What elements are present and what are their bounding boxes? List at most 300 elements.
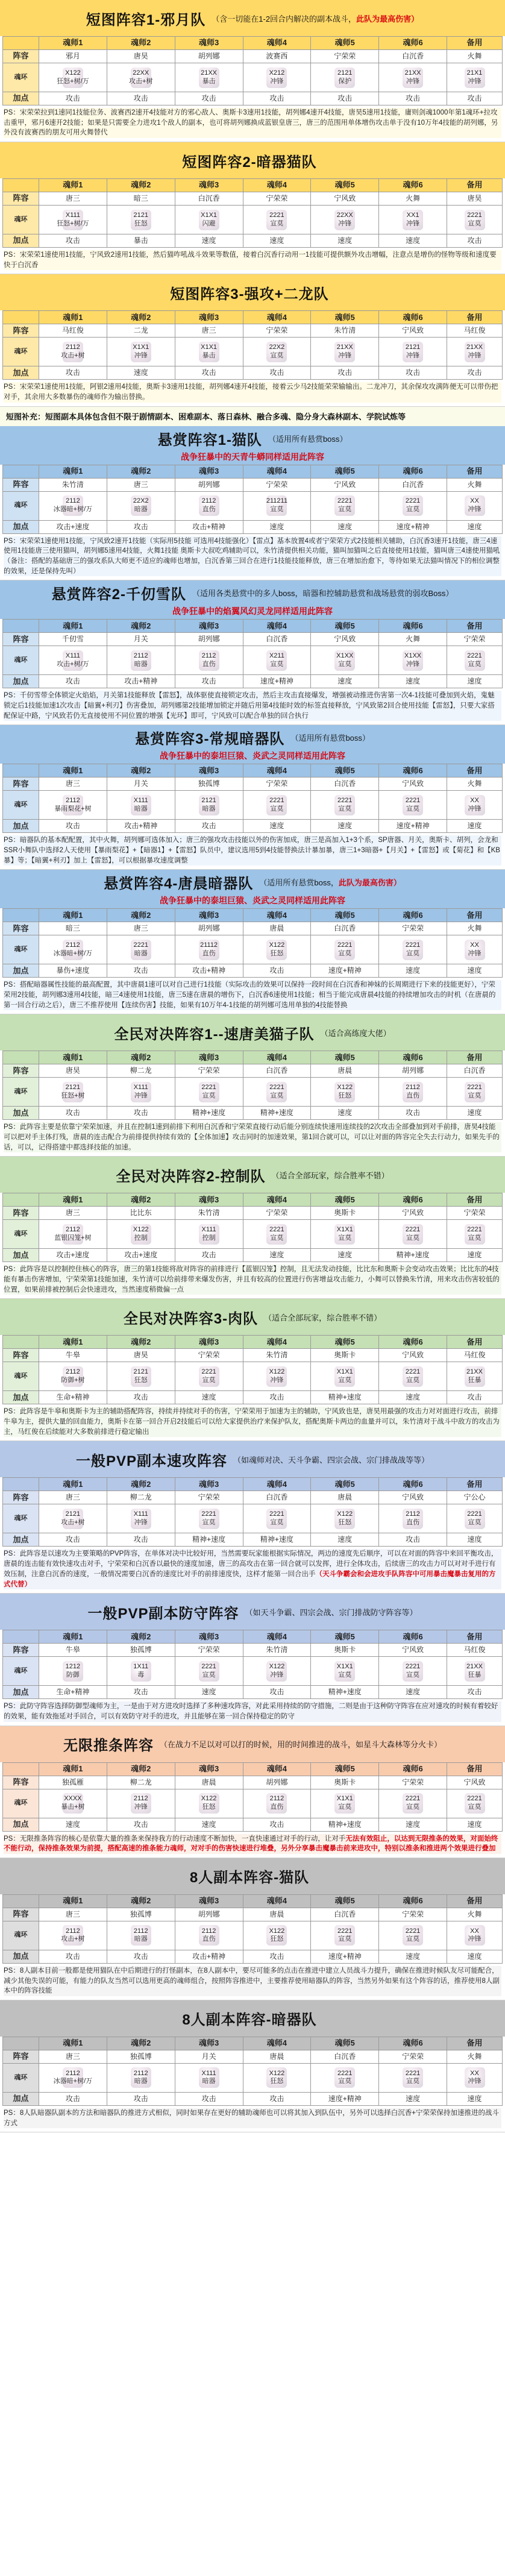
column-header: 魂师4 (243, 909, 312, 922)
table-cell (175, 778, 243, 791)
table-cell (447, 1249, 503, 1262)
cell-value: 速度 (201, 1820, 216, 1829)
cell-value: X122 冲锋 (269, 1368, 285, 1384)
section-title-line (104, 872, 401, 893)
cell-value: 生命+精神 (56, 1688, 90, 1697)
table-cell (447, 1686, 503, 1699)
cell-value: 22XX 攻击+树 (129, 69, 153, 85)
cell-value: 火舞 (467, 1909, 482, 1918)
note-strip: 短图补充：短图副本具体包含但不限于剧情副本、困难副本、落日森林、融合多魂、隐分身大森林副本、学院试炼等 (0, 407, 505, 426)
cell-value: 宁荣荣 (266, 194, 288, 203)
column-header: 魂师2 (107, 1763, 175, 1776)
table-cell (379, 521, 447, 534)
cell-value: 2221 宣莫 (467, 1795, 482, 1811)
row-label: 魂环 (3, 2064, 39, 2093)
soul-ring-cell (311, 1921, 379, 1950)
cell-value: 精神+速度 (396, 1251, 430, 1260)
table-cell (447, 234, 503, 248)
lineup-table (2, 1335, 503, 1404)
row-label: 魂环 (3, 492, 39, 521)
table-cell (175, 820, 243, 833)
table-cell (39, 1391, 107, 1404)
column-header: 魂师3 (175, 1763, 243, 1776)
cell-value: 宁风致 (402, 779, 424, 788)
section-header (0, 426, 505, 465)
cell-value: 2221 宣莫 (269, 211, 284, 227)
column-header: 备用 (447, 37, 503, 50)
cell-value: 宁荣荣 (198, 1066, 220, 1075)
cell-value: 唐三 (65, 1909, 80, 1918)
row-label: 加点 (3, 1686, 39, 1699)
section-header (0, 1014, 505, 1051)
soul-ring-cell (379, 338, 447, 366)
soul-ring-cell (447, 1921, 503, 1950)
column-header: 魂师1 (39, 1630, 107, 1644)
section-title-line (182, 150, 322, 171)
table-cell (447, 192, 503, 206)
cell-value: 2221 宣莫 (337, 2069, 353, 2085)
table-cell (243, 2050, 312, 2064)
cell-value: 宁风致 (463, 1777, 486, 1786)
column-header: 魂师4 (243, 1336, 312, 1349)
note-text: PS：此阵容是以速攻为主要策略的PVP阵容，在单体对决中比较好用，当然需要玩家能根据实际情况，两边的速度先后顺序，可以在对面的阵容中来回平衡攻击，唐晨的连击能有效快速攻击对手，宁荣荣和白沉香以最快的速度加速，唐三的高攻击在第一回合就可以发挥，进行全体攻击，后续唐三的攻击力可以对对手进行有效压制，注意白沉香的速度，一般情况需要白沉香的速度比对手的前排速度快，这样才能第一回合出手 (4, 1550, 498, 1578)
table-cell (447, 50, 503, 63)
row-label: 魂环 (3, 1078, 39, 1107)
table-cell (107, 192, 175, 206)
soul-ring-cell (107, 492, 175, 521)
column-header: 备用 (447, 1763, 503, 1776)
soul-ring-cell (243, 1789, 312, 1818)
cell-value: 宁风致 (334, 635, 356, 644)
soul-ring-cell (243, 1362, 312, 1391)
cell-value: 攻击 (269, 1952, 284, 1961)
cell-value: 速度 (406, 1688, 421, 1697)
lineup-section (0, 1441, 505, 1594)
cell-value: 攻击 (467, 1688, 482, 1697)
column-header: 魂师5 (311, 465, 379, 479)
cell-value: 速度 (467, 1251, 482, 1260)
soul-ring-cell (39, 1789, 107, 1818)
column-header: 魂师5 (311, 620, 379, 633)
table-cell (379, 1533, 447, 1547)
cell-value: 2112 冲锋 (133, 1795, 148, 1811)
cell-value: 攻击 (269, 368, 284, 377)
section-header (0, 142, 505, 178)
note-text: PS：此防守阵容选择防御型魂师为主，一是由于对方进攻时选择了多种速攻阵容，对此采用持续的防守措施，二则是由于这种防守阵容在应对速攻的时候有着较好的效果，能有效拖延对手回合，可以有效防守对手的进攻，并且能够在第一回合保持稳定的防守 (4, 1703, 498, 1720)
table-cell (107, 50, 175, 63)
table-cell (447, 1950, 503, 1964)
cell-value: 攻击+速度 (124, 1251, 158, 1260)
soul-ring-cell (243, 1921, 312, 1950)
cell-value: 速度 (467, 1952, 482, 1961)
cell-value: 攻击 (133, 966, 148, 975)
column-header: 魂师6 (379, 1895, 447, 1908)
table-cell (243, 366, 312, 380)
lineup-table (2, 619, 503, 688)
cell-value: 宁荣荣 (402, 2052, 424, 2061)
section-note-line: 战争狂暴中的泰坦巨猿、炎武之灵同样适用此阵容 (160, 751, 345, 761)
lineup-section (0, 426, 505, 581)
subtitle-text: （如魂师对决、天斗争霸、四宗会战、宗门排战战等等） (233, 1455, 430, 1465)
subtitle-highlight: 此队为最高伤害） (338, 878, 401, 888)
cell-value: X111 冲锋 (133, 1510, 148, 1526)
cell-value: X212 冲锋 (269, 69, 285, 85)
soul-ring-cell (379, 935, 447, 964)
cell-value: 唐三 (65, 2052, 80, 2061)
column-header: 魂师5 (311, 764, 379, 778)
soul-ring-cell (311, 1362, 379, 1391)
cell-value: 速度 (337, 821, 353, 831)
cell-value: 2221 宣莫 (467, 1084, 482, 1099)
note-text: PS：此阵容主要是依靠宁荣荣加速，并且在控制1速到前排下利用白沉香和宁荣荣直接行动后能分别连续快速用连续技的2次攻击全部叠加到对手前排，唐昊4技能可以把对手主体打残，唐晨的连击配合为前排提供持续有效的【全体加速】攻击同时的加速效果，第1回合就可以，可以让对面的阵容完全失去行动力，如果先手的话，可以，记得搭建中都选择技能的加速。 (4, 1123, 500, 1151)
table-cell (39, 1908, 107, 1921)
note-text: PS：8人队暗器队副本的方法和暗器队的推进方式相似，同时如果存在更好的辅助魂师也可以将其加入到队伍中，另外可以选择白沉香+宁荣荣保持加速推进的战斗方式 (4, 2109, 499, 2127)
table-corner (3, 620, 39, 633)
row-label: 魂环 (3, 646, 39, 675)
table-cell (311, 1064, 379, 1078)
table-cell (175, 675, 243, 688)
table-cell (311, 922, 379, 935)
cell-value: X111 暗器 (201, 2069, 216, 2085)
cell-value: 速度 (269, 821, 284, 831)
table-cell (243, 1776, 312, 1789)
cell-value: 牛皋 (65, 1645, 80, 1654)
section-title-line (158, 428, 348, 449)
cell-value: XX 冲锋 (468, 1927, 481, 1943)
table-cell (447, 92, 503, 105)
table-cell (175, 521, 243, 534)
row-label: 阵容 (3, 192, 39, 206)
table-cell (243, 1491, 312, 1504)
cell-value: 月关 (133, 779, 148, 788)
cell-value: 白沉香 (198, 194, 220, 203)
table-corner (3, 465, 39, 479)
table-cell (107, 521, 175, 534)
cell-value: 奥斯卡 (334, 1645, 356, 1654)
table-cell (175, 1391, 243, 1404)
soul-ring-cell (243, 646, 312, 675)
row-label: 魂环 (3, 1921, 39, 1950)
cell-value: 速度 (201, 1688, 216, 1697)
table-cell (379, 1064, 447, 1078)
soul-ring-cell (107, 791, 175, 820)
table-cell (379, 778, 447, 791)
strategy-note (4, 1549, 501, 1589)
cell-value: 速度 (269, 1251, 284, 1260)
soul-ring-cell (39, 1504, 107, 1533)
cell-value: 宁风致 (402, 326, 424, 335)
cell-value: 速度+精神 (260, 677, 293, 686)
cell-value: 攻击 (467, 94, 482, 102)
table-cell (311, 778, 379, 791)
cell-value: X122 狂怒 (269, 1927, 285, 1943)
column-header: 魂师5 (311, 1763, 379, 1776)
cell-value: 2221 宣莫 (269, 1510, 284, 1526)
cell-value: 速度 (337, 1535, 353, 1544)
cell-value: 速度 (337, 1251, 353, 1260)
lineup-table (2, 1762, 503, 1832)
table-cell (39, 820, 107, 833)
soul-ring-cell (311, 1657, 379, 1686)
soul-ring-cell (107, 1504, 175, 1533)
table-corner (3, 1193, 39, 1207)
soul-ring-cell (447, 646, 503, 675)
soul-ring-cell (447, 1657, 503, 1686)
cell-value: X1X1 暴击 (201, 344, 218, 359)
subtitle-highlight: 此队为最高伤害） (356, 14, 419, 24)
cell-value: X211 宣莫 (269, 652, 284, 668)
cell-value: 速度 (467, 522, 482, 531)
row-label: 阵容 (3, 922, 39, 935)
column-header: 魂师6 (379, 764, 447, 778)
column-header: 魂师3 (175, 620, 243, 633)
row-label: 阵容 (3, 778, 39, 791)
soul-ring-cell (107, 1789, 175, 1818)
soul-ring-cell (243, 492, 312, 521)
cell-value: 精神+速度 (328, 1820, 362, 1829)
table-cell (107, 1107, 175, 1120)
column-header: 魂师6 (379, 1630, 447, 1644)
cell-value: 牛皋 (65, 1351, 80, 1360)
cell-value: 速度 (337, 236, 353, 245)
cell-value: 独孤博 (130, 1645, 152, 1654)
table-cell (243, 1818, 312, 1832)
cell-value: 21X1 冲锋 (466, 69, 483, 85)
soul-ring-cell (39, 646, 107, 675)
soul-ring-cell (107, 1078, 175, 1107)
column-header: 魂师2 (107, 1478, 175, 1491)
column-header: 魂师3 (175, 764, 243, 778)
row-label: 加点 (3, 92, 39, 105)
table-cell (39, 675, 107, 688)
strategy-note (4, 691, 501, 721)
table-cell (39, 1207, 107, 1220)
cell-value: 唐三 (65, 1493, 80, 1502)
section-note-line: 战争狂暴中的天青牛蟒同样适用此阵容 (181, 451, 324, 462)
soul-ring-cell (175, 1504, 243, 1533)
cell-value: 朱竹清 (266, 1351, 288, 1360)
column-header: 魂师2 (107, 620, 175, 633)
table-cell (311, 1950, 379, 1964)
section-header (0, 1858, 505, 1894)
table-cell (39, 1349, 107, 1362)
table-cell (311, 1686, 379, 1699)
subtitle-text: （适用所有悬赏boss， (259, 878, 339, 888)
column-header: 魂师3 (175, 1478, 243, 1491)
table-cell (379, 675, 447, 688)
section-subtitle (272, 1169, 389, 1181)
cell-value: 速度 (406, 1952, 421, 1961)
column-header: 魂师4 (243, 620, 312, 633)
column-header: 魂师3 (175, 1895, 243, 1908)
cell-value: 马红俊 (463, 1645, 486, 1654)
row-label: 阵容 (3, 633, 39, 646)
cell-value: 2221 宣莫 (269, 1226, 284, 1242)
soul-ring-cell (39, 2064, 107, 2093)
cell-value: 2221 宣莫 (201, 1368, 216, 1384)
table-cell (379, 820, 447, 833)
cell-value: 攻击 (133, 1108, 148, 1117)
section-title: 无限推条阵容 (63, 1738, 154, 1755)
lineup-section (0, 0, 505, 142)
cell-value: 奥斯卡 (334, 1777, 356, 1786)
section-header (0, 0, 505, 36)
column-header: 魂师5 (311, 1193, 379, 1207)
lineup-table (2, 310, 503, 380)
cell-value: 攻击 (269, 94, 284, 102)
soul-ring-cell (379, 1220, 447, 1249)
soul-ring-cell (107, 63, 175, 92)
column-header: 魂师4 (243, 179, 312, 192)
column-header: 备用 (447, 465, 503, 479)
cell-value: 独孤博 (198, 779, 220, 788)
cell-value: 速度 (201, 1393, 216, 1402)
cell-value: 速度 (337, 1108, 353, 1117)
cell-value: 21XX 冲锋 (336, 344, 353, 359)
soul-ring-cell (175, 63, 243, 92)
section-header (0, 1594, 505, 1630)
soul-ring-cell (175, 492, 243, 521)
soul-ring-cell (243, 1504, 312, 1533)
lineup-section (0, 725, 505, 870)
table-corner (3, 764, 39, 778)
cell-value: X1XX 宣莫 (336, 652, 354, 668)
table-cell (175, 50, 243, 63)
soul-ring-cell (447, 63, 503, 92)
soul-ring-cell (39, 791, 107, 820)
cell-value: 月关 (133, 635, 148, 644)
table-cell (39, 479, 107, 492)
table-cell (39, 922, 107, 935)
table-cell (107, 1686, 175, 1699)
table-cell (447, 1064, 503, 1078)
soul-ring-cell (175, 1362, 243, 1391)
table-corner (3, 1895, 39, 1908)
cell-value: 精神+速度 (192, 1535, 226, 1544)
table-cell (447, 778, 503, 791)
section-subtitle (245, 1606, 418, 1618)
soul-ring-cell (311, 1789, 379, 1818)
cell-value: X1X1 宣莫 (336, 1368, 353, 1384)
column-header: 备用 (447, 1051, 503, 1064)
cell-value: 1X11 毒 (133, 1662, 149, 1679)
column-header: 魂师5 (311, 37, 379, 50)
table-cell (39, 92, 107, 105)
cell-value: 速度 (406, 966, 421, 975)
soul-ring-cell (175, 1220, 243, 1249)
cell-value: X122 狂怒+树/万 (57, 69, 89, 85)
table-corner (3, 1630, 39, 1644)
soul-ring-cell (447, 492, 503, 521)
column-header: 魂师3 (175, 465, 243, 479)
section-subtitle (321, 1027, 391, 1038)
column-header: 魂师6 (379, 179, 447, 192)
table-corner (3, 311, 39, 324)
column-header: 魂师3 (175, 2037, 243, 2050)
soul-ring-cell (447, 1078, 503, 1107)
section-title: 一般PVP副本速攻阵容 (75, 1453, 227, 1469)
row-label: 阵容 (3, 2050, 39, 2064)
soul-ring-cell (379, 1921, 447, 1950)
cell-value: 唐晨 (201, 1777, 216, 1786)
table-cell (107, 1908, 175, 1921)
column-header: 魂师5 (311, 909, 379, 922)
cell-value: 攻击+精神 (192, 1952, 226, 1961)
cell-value: 21XX 冲锋 (466, 344, 483, 359)
table-cell (311, 1818, 379, 1832)
cell-value: 2112 直伤 (201, 497, 216, 514)
cell-value: 速度+精神 (328, 1952, 362, 1961)
cell-value: 宁荣荣 (463, 1208, 486, 1217)
table-cell (243, 234, 312, 248)
cell-value: 白沉香 (334, 779, 356, 788)
cell-value: 21XX 狂暴 (466, 1662, 483, 1679)
soul-ring-cell (379, 1078, 447, 1107)
table-cell (311, 1391, 379, 1404)
section-subtitle (259, 876, 401, 888)
column-header: 魂师6 (379, 2037, 447, 2050)
note-text: PS：宋荣荣1速使用1技能，宁风致2速开1技能（实际用5技能 可选用4技能强化）【雷点】基本放置4或者宁荣荣方式2技能相关辅助，白沉香3速开1技能，唐三4速使用1技能唐三使用猫叫，胡列娜5速用4技能，火舞1技能 奥斯卡大叔吃鸡辅助可以，朱竹清提供相关功能，猫叫加猫叫之后直接使用1技能，猫叫唐三4速使用猫吼（备注：搭配的基础唐三的强攻系队大师更不适应的魂师也增加，白沉香第三回合在进行1技能技能释放，唐三在增加治愈下，等待如果无法猫叫情况下的相位调整的效果，还是保持先叫） (4, 537, 500, 575)
row-label: 加点 (3, 675, 39, 688)
table-cell (243, 675, 312, 688)
cell-value: 攻击 (65, 94, 80, 102)
cell-value: 奥斯卡 (334, 1351, 356, 1360)
table-corner (3, 179, 39, 192)
cell-value: 月关 (201, 2052, 216, 2061)
cell-value: 2121 狂怒 (133, 1368, 148, 1384)
soul-ring-cell (243, 935, 312, 964)
table-cell (243, 964, 312, 978)
soul-ring-cell (39, 338, 107, 366)
table-cell (243, 1064, 312, 1078)
cell-value: 精神+速度 (192, 1108, 226, 1117)
row-label: 加点 (3, 366, 39, 380)
lineup-section (0, 870, 505, 1014)
table-cell (243, 92, 312, 105)
table-cell (447, 324, 503, 338)
table-cell (243, 1686, 312, 1699)
section-title-line (76, 1449, 429, 1470)
soul-ring-cell (107, 338, 175, 366)
row-label: 魂环 (3, 338, 39, 366)
lineup-section (0, 142, 505, 274)
column-header: 魂师3 (175, 1051, 243, 1064)
soul-ring-cell (175, 338, 243, 366)
cell-value: 2121 保护 (337, 69, 353, 85)
section-title-line (124, 1307, 381, 1328)
row-label: 魂环 (3, 63, 39, 92)
column-header: 魂师1 (39, 37, 107, 50)
cell-value: 速度 (406, 1820, 421, 1829)
table-cell (175, 1533, 243, 1547)
soul-ring-cell (175, 206, 243, 234)
lineup-section (0, 1858, 505, 2000)
cell-value: 唐三 (65, 194, 80, 203)
cell-value: 攻击 (201, 677, 216, 686)
cell-value: 暴击 (133, 236, 148, 245)
cell-value: 2221 宣莫 (405, 941, 421, 957)
table-cell (379, 1950, 447, 1964)
soul-ring-cell (311, 791, 379, 820)
cell-value: 攻击+精神 (192, 522, 226, 531)
strategy-note (4, 1407, 501, 1437)
cell-value: 攻击 (65, 1108, 80, 1117)
cell-value: 朱竹清 (198, 1208, 220, 1217)
cell-value: 攻击 (201, 2094, 216, 2103)
table-cell (243, 778, 312, 791)
table-cell (39, 192, 107, 206)
cell-value: 2221 宣莫 (337, 941, 353, 957)
